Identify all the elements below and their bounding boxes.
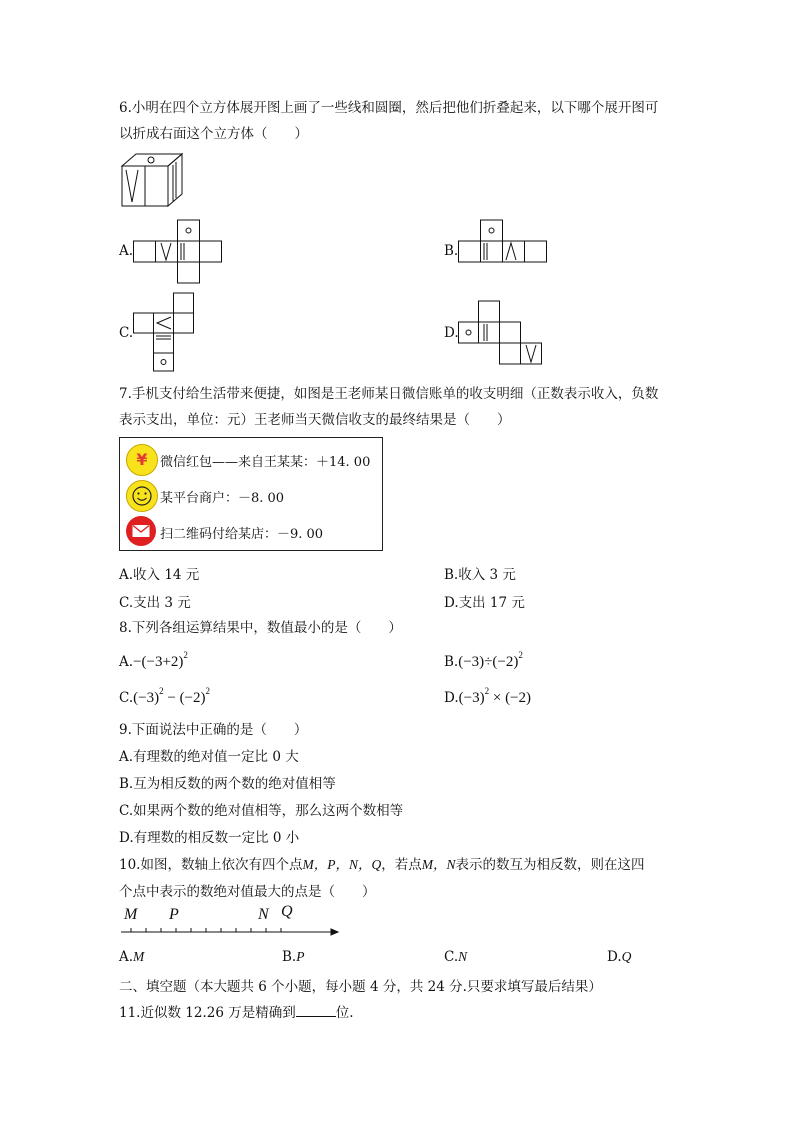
- q8-option-c: [119, 686, 210, 707]
- q8-b-exponent: 2: [518, 650, 523, 660]
- q11-stem: [119, 1001, 354, 1021]
- q8-a-base: −(−3+2): [133, 654, 184, 670]
- q8-a-exponent: 2: [183, 650, 188, 660]
- yuan-icon: ¥: [126, 444, 158, 476]
- q8-c-base2: (−2): [179, 690, 206, 706]
- q8-option-b-expr: [458, 650, 523, 670]
- q6-net-b: [458, 219, 550, 285]
- q10-stem-line1: [119, 853, 644, 873]
- q8-option-a-label: A.: [119, 654, 134, 670]
- q10-stem-points: M，P，N，Q: [302, 857, 382, 872]
- q8-option-d-expr: [458, 686, 532, 706]
- q7-stem-line1: 7.手机支付给生活带来便捷，如图是王老师某日微信账单的收支明细（正数表示收入，负数: [119, 386, 659, 402]
- wechat-record-2: 某平台商户：－8. 00: [160, 491, 285, 506]
- q8-d-operator: ×: [489, 690, 506, 706]
- q10-option-d-value: Q: [621, 949, 632, 964]
- q8-c-operator: −: [163, 690, 180, 706]
- q10-stem-post: 表示的数互为相反数，则在这四: [455, 857, 645, 873]
- q8-d-base1: (−3): [458, 690, 485, 706]
- number-line-label-q: Q: [281, 903, 293, 920]
- q10-stem-pre: 10.如图，数轴上依次有四个点: [119, 857, 303, 873]
- q8-c-base1: (−3): [133, 690, 160, 706]
- q8-option-c-label: C.: [119, 690, 134, 706]
- q8-option-b-label: B.: [444, 654, 459, 670]
- wechat-record-1: 微信红包——来自王某某：＋14. 00: [160, 455, 371, 470]
- q8-option-c-expr: [133, 686, 211, 706]
- q8-b-base: (−3)÷(−2): [458, 654, 519, 670]
- q10-option-c-value: N: [458, 949, 468, 964]
- q7-option-b: B.收入 3 元: [444, 567, 516, 583]
- q8-stem: 8.下列各组运算结果中，数值最小的是（ ）: [119, 620, 402, 636]
- q7-option-c: C.支出 3 元: [119, 595, 191, 611]
- q10-option-b-value: P: [296, 949, 305, 964]
- envelope-icon: [126, 516, 156, 546]
- q6-net-c: [133, 292, 199, 372]
- number-line-label-p: P: [169, 906, 179, 923]
- q9-option-b: B.互为相反数的两个数的绝对值相等: [119, 776, 336, 792]
- q6-option-d-label: D.: [444, 325, 459, 341]
- q8-option-a: [119, 650, 188, 671]
- q6-net-a: [133, 219, 225, 285]
- q6-option-b-label: B.: [444, 243, 459, 259]
- q8-option-d-label: D.: [444, 690, 459, 706]
- q10-option-c: [444, 949, 467, 965]
- q10-option-a-value: M: [133, 949, 145, 964]
- q8-option-a-expr: [133, 650, 188, 670]
- q8-c-exponent1: 2: [159, 686, 164, 696]
- q8-d-exponent1: 2: [484, 686, 490, 696]
- q9-stem: 9.下面说法中正确的是（ ）: [119, 722, 308, 738]
- q7-option-a: A.收入 14 元: [119, 567, 200, 583]
- q10-option-a-label: A.: [119, 949, 134, 965]
- wechat-record-3: 扫二维码付给某店：－9. 00: [160, 527, 324, 542]
- q11-answer-blank[interactable]: [296, 1004, 336, 1017]
- q6-option-c-label: C.: [119, 325, 134, 341]
- section-2-title: 二、填空题（本大题共 6 个小题，每小题 4 分，共 24 分.只要求填写最后结果）: [119, 979, 602, 995]
- q6-stem-line1: 6.小明在四个立方体展开图上画了一些线和圆圈，然后把他们折叠起来，以下哪个展开图可: [119, 100, 659, 116]
- q6-stem-line2: 以折成右面这个立方体（ ）: [119, 126, 308, 142]
- q10-stem-mid: ，若点: [381, 857, 422, 873]
- q10-stem-line2: 个点中表示的数绝对值最大的点是（ ）: [119, 884, 376, 900]
- q11-stem-post: 位.: [335, 1005, 354, 1021]
- smiley-icon: [126, 480, 158, 512]
- q10-option-d: [607, 949, 631, 965]
- q10-stem-mn: M，N: [421, 857, 456, 872]
- q11-stem-pre: 11.近似数 12.26 万是精确到: [119, 1005, 296, 1021]
- q10-option-d-label: D.: [607, 949, 622, 965]
- q10-option-b: [282, 949, 304, 965]
- q9-option-c: C.如果两个数的绝对值相等，那么这两个数相等: [119, 803, 404, 819]
- q8-c-exponent2: 2: [205, 686, 211, 696]
- q9-option-a: A.有理数的绝对值一定比 0 大: [119, 749, 299, 765]
- cube-figure: [118, 150, 188, 210]
- q10-option-b-label: B.: [282, 949, 297, 965]
- q9-option-d: D.有理数的相反数一定比 0 小: [119, 830, 300, 846]
- number-line-label-m: M: [124, 906, 138, 923]
- wechat-bill-box: [119, 437, 383, 551]
- q10-option-c-label: C.: [444, 949, 459, 965]
- number-line: [119, 924, 339, 940]
- q8-d-base2: (−2): [505, 690, 532, 706]
- q6-option-a-label: A.: [119, 243, 134, 259]
- q10-option-a: [119, 949, 144, 965]
- number-line-label-n: N: [258, 906, 269, 923]
- q6-net-d: [458, 300, 548, 366]
- q7-option-d: D.支出 17 元: [444, 595, 525, 611]
- q7-stem-line2: 表示支出，单位：元）王老师当天微信收支的最终结果是（ ）: [119, 412, 511, 428]
- q8-option-d: [444, 686, 531, 707]
- q8-option-b: [444, 650, 523, 671]
